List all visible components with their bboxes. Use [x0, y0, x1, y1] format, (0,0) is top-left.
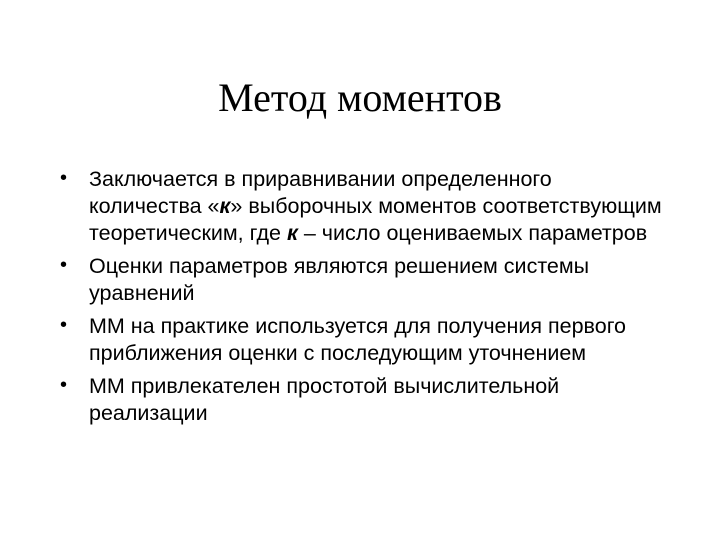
bullet-item [58, 166, 668, 247]
slide-title: Метод моментов [218, 75, 502, 120]
bullet-item [58, 373, 668, 427]
bullet-item [58, 313, 668, 367]
bullet-text [89, 167, 662, 245]
bullet-text: ММ на практике используется для получения первого приближения оценки с последующим уточнением [89, 314, 627, 365]
bullet-icon: • [60, 167, 68, 189]
bullet-icon: • [60, 254, 68, 276]
bullet-text-part: – число оцениваемых параметров [297, 221, 648, 245]
bullet-list [58, 166, 668, 433]
bullet-icon: • [60, 374, 68, 396]
bullet-text: Оценки параметров являются решением системы уравнений [89, 254, 590, 305]
bullet-icon: • [60, 314, 68, 336]
bullet-item [58, 253, 668, 307]
variable-k: к [219, 194, 231, 218]
variable-k: к [286, 221, 298, 245]
bullet-text-part: » выборочных моментов соответствующим теоретическим, где [89, 194, 662, 245]
bullet-text: ММ привлекателен простотой вычислительной реализации [89, 374, 560, 425]
bullet-text-part: Заключается в приравнивании определенного количества « [89, 167, 552, 218]
